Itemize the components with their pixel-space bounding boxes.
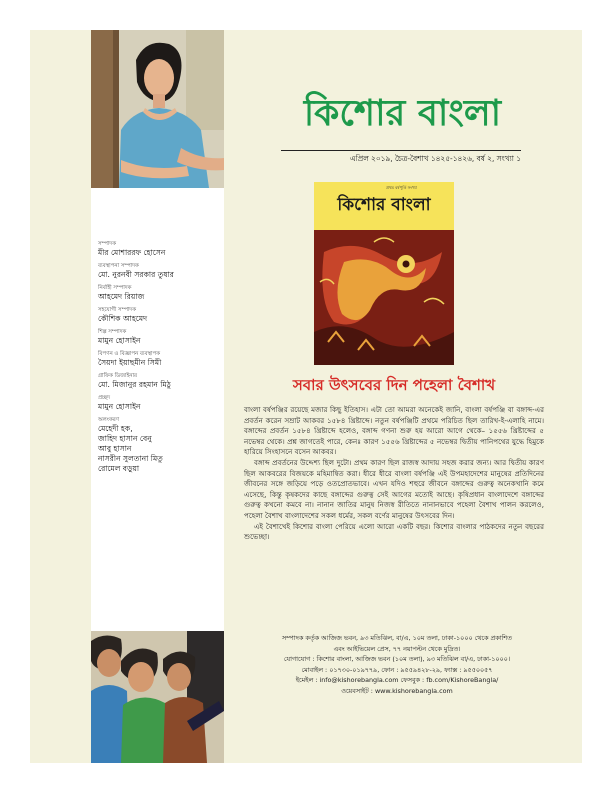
cover-artwork (314, 182, 454, 365)
role-label: নির্বাহী সম্পাদক (98, 285, 132, 291)
article-paragraph: বঙ্গাব্দ প্রবর্তনের উদ্দেশ্য ছিল দুটো। প্রথম কারণ ছিল রাজস্ব আদায় সহজ করার জন্য। আর দ্বিতীয় কারণ ছিল আকবরের বিজয়কে মহিমান্বিত করা। ধীরে ধীরে বাংলা বর্ষপঞ্জি এই উপমহাদেশের মানুষের প্রতিদিনের জীবনের সঙ্গে জড়িয়ে পড়ে ওতপ্রোতভাবে। এখন যদিও শহুরে জীবনে বঙ্গাব্দের গুরুত্ব অনেকখানি কমে এসেছে, কিন্তু কৃষকদের কাছে বঙ্গাব্দের গুরুত্ব সেই আগের মতোই আছে। কৃষিপ্রধান বাংলাদেশে বঙ্গাব্দের গুরুত্ব কখনো কমবে না। নানান জাতির মানুষ নিজস্ব রীতিতে নানানভাবে পহেলা বৈশাখ পালন করলেও, পহেলা বৈশাখ বাংলাদেশের সকল ধর্মের, সকল বর্ণের মানুষের উৎসবের দিন। (244, 457, 544, 520)
cover-image (314, 182, 454, 365)
cover-title: কিশোর বাংলা (337, 195, 431, 215)
staff-name: মো. মিজানুর রহমান মিঠু (98, 380, 171, 389)
article-headline: সবার উৎসবের দিন পহেলা বৈশাখ (292, 376, 496, 394)
publication-info (232, 633, 562, 696)
role-label: অলংকরণ (98, 417, 120, 423)
staff-name: কৌশিক আহমেদ (98, 314, 148, 323)
role-label: প্রচ্ছদ (98, 395, 110, 401)
role-label: সহযোগী সম্পাদক (98, 307, 136, 313)
staff-name: রোমেল বড়ুয়া (98, 464, 140, 473)
staff-name: আবু হাসান (98, 444, 132, 453)
role-label: বিপণন ও বিজ্ঞাপন ব্যবস্থাপক (98, 351, 161, 357)
credit-executive-editor (98, 285, 222, 302)
credit-managing-editor (98, 263, 222, 280)
role-label: ব্যবস্থাপনা সম্পাদক (98, 263, 139, 269)
staff-credits (98, 236, 222, 474)
footer-line: মোবাইল : ০১৭৩০-০১৯৭৭৯, ফোন : ৯৫৫৯৪২৮-২৯, ফ্যাক্স : ৯৫৫০০৫৭ (301, 665, 493, 674)
credit-cover (98, 395, 222, 412)
role-label: গ্রাফিক ডিজাইনার (98, 373, 138, 379)
staff-name: মেহেদী হক, (98, 424, 133, 433)
staff-name: মামুন হোসাইন (98, 402, 141, 411)
footer-line: ওয়েবসাইট : www.kishorebangla.com (341, 686, 453, 695)
role-label: শিল্প সম্পাদক (98, 329, 127, 335)
staff-name: আহমেদ রিয়াজ (98, 292, 145, 301)
footer-line: এবং আইভিয়েল প্রেস, ৭৭ নয়াপল্টন থেকে মুদ্রিত। (333, 644, 461, 653)
staff-name: জাহিদ হাসান বেনু (98, 434, 152, 443)
credit-graphic-designer (98, 373, 222, 390)
staff-name: মো. নুরনবী সরকার তুষার (98, 270, 174, 279)
cover-tag: প্রথম বর্ষপূর্তি সংখ্যা (386, 185, 417, 190)
credit-marketing-manager (98, 351, 222, 368)
article-paragraph: এই বৈশাখেই কিশোর বাংলা পেরিয়ে এলো আরো একটি বছর। কিশোর বাংলার পাঠকদের নতুন বছরের শুভেচ্ছা। (244, 521, 544, 542)
credit-art-editor (98, 329, 222, 346)
credit-editor (98, 241, 222, 258)
magazine-logo: কিশোর বাংলা (303, 93, 502, 134)
staff-name: মীর মোশাররফ হোসেন (98, 248, 166, 257)
issue-dateline: এপ্রিল ২০১৯, চৈত্র-বৈশাখ ১৪২৫-১৪২৬, বর্ষ ২, সংখ্যা ১ (281, 150, 521, 166)
children-illustration (91, 631, 224, 763)
article-body (244, 405, 544, 543)
article-paragraph: বাংলা বর্ষপঞ্জির রয়েছে মজার কিছু ইতিহাস। এটা তো আমরা অনেকেই জানি, বাংলা বর্ষপঞ্জি বা বঙ্গাব্দ-এর প্রবর্তন করেন সম্রাট আকবর ১৫৮৪ খ্রিষ্টাব্দে। নতুন বর্ষপঞ্জিটি প্রথমে পরিচিত ছিল তারিখ-ই-এলাহি নামে। বঙ্গাব্দের প্রবর্তন ১৫৮৪ খ্রিষ্টাব্দে হলেও, বঙ্গাব্দ গণনা শুরু হয় আরো আগে থেকে– ১৫৫৬ খ্রিষ্টাব্দের ৫ নভেম্বর থেকে। প্রশ্ন জাগতেই পারে, কেনঃ কারণ ১৫৫৬ খ্রিষ্টাব্দের ৫ নভেম্বর দ্বিতীয় পানিপথের যুদ্ধে হিমুকে হারিয়ে সিংহাসনে বসেন আকবর। (244, 405, 544, 457)
role-label: সম্পাদক (98, 241, 116, 247)
staff-name: সৈয়দা ইয়াছমীন সিমী (98, 358, 162, 367)
footer-line: যোগাযোগ : কিশোর বাংলা, আজিজ ভবন (১০ম তলা), ৯৩ মতিঝিল বা/এ, ঢাকা-১০০০। (283, 655, 511, 663)
girl-illustration (91, 30, 224, 188)
credit-illustration (98, 417, 222, 474)
staff-name: নাসরীন সুলতানা মিতু (98, 454, 163, 463)
footer-line: ইমেইল : info@kishorebangla.com ফেসবুক : fb.com/KishoreBangla/ (295, 676, 499, 684)
credit-associate-editor (98, 307, 222, 324)
staff-name: মামুন হোসাইন (98, 336, 141, 345)
footer-line: সম্পাদক কর্তৃক আজিজ ভবন, ৯৩ মতিঝিল, বা/এ, ১০ম তলা, ঢাকা-১০০০ থেকে প্রকাশিত (282, 634, 512, 642)
